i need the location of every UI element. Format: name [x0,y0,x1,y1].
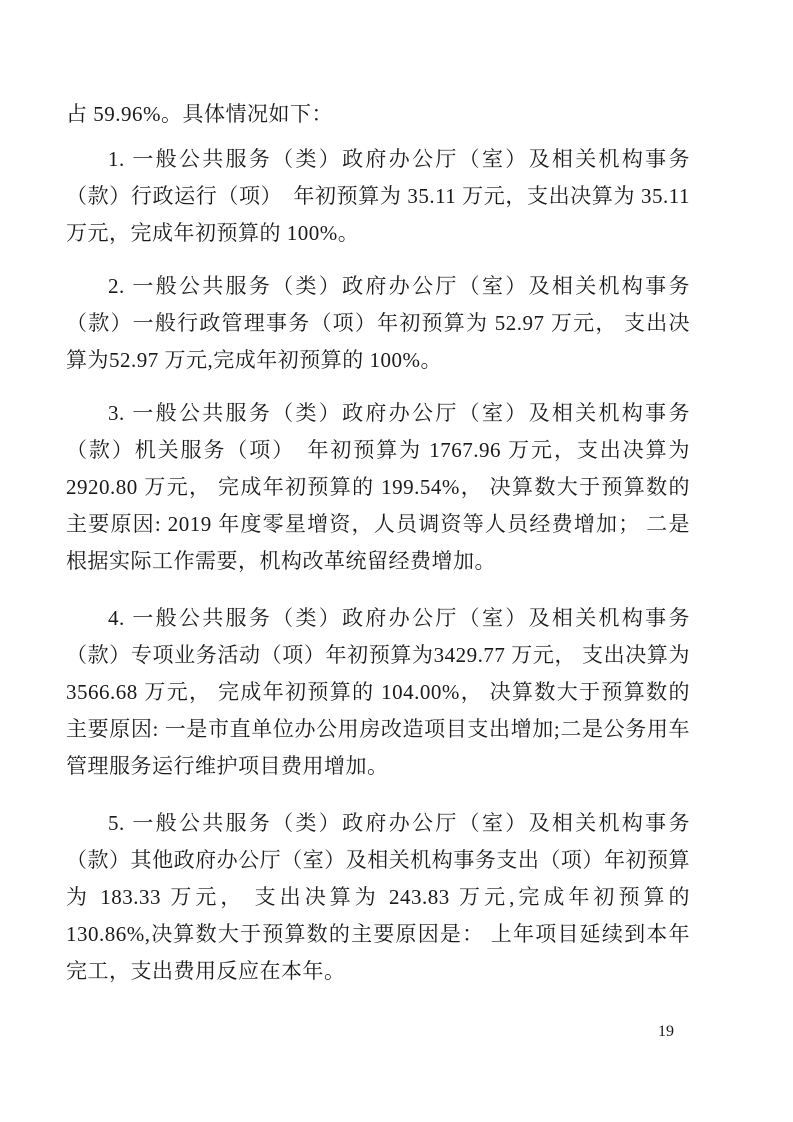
budget-item-2: 2. 一般公共服务（类）政府办公厅（室）及相关机构事务（款）一般行政管理事务（项）年初预算为 52.97 万元， 支出决算为52.97 万元,完成年初预算的 100%。 [66,274,690,372]
budget-item-1: 1. 一般公共服务（类）政府办公厅（室）及相关机构事务（款）行政运行（项） 年初预算为 35.11 万元，支出决算为 35.11 万元，完成年初预算的 100%。 [66,147,690,245]
intro-paragraph: 占 59.96%。具体情况如下： [66,102,333,126]
budget-item-3: 3. 一般公共服务（类）政府办公厅（室）及相关机构事务（款）机关服务（项） 年初预算为 1767.96 万元，支出决算为 2920.80 万元， 完成年初预算的 199.54%， 决算数大于预算数的主要原因: 2019 年度零星增资，人员调资等人员经费增加； 二是根据实际工作需要，机构改革统留经费增加。 [66,401,690,573]
budget-item-4: 4. 一般公共服务（类）政府办公厅（室）及相关机构事务（款）专项业务活动（项）年初预算为3429.77 万元， 支出决算为3566.68 万元， 完成年初预算的 104.00%， 决算数大于预算数的主要原因: 一是市直单位办公用房改造项目支出增加;二是公务用车管理服务运行维护项目费用增加。 [66,606,690,778]
budget-item-5: 5. 一般公共服务（类）政府办公厅（室）及相关机构事务（款）其他政府办公厅（室）及相关机构事务支出（项）年初预算为 183.33 万元， 支出决算为 243.83 万元,完成年初预算的 130.86%,决算数大于预算数的主要原因是： 上年项目延续到本年完工，支出费用反应在本年。 [66,811,690,983]
document-body [66,96,690,990]
page-number: 19 [658,1023,674,1040]
